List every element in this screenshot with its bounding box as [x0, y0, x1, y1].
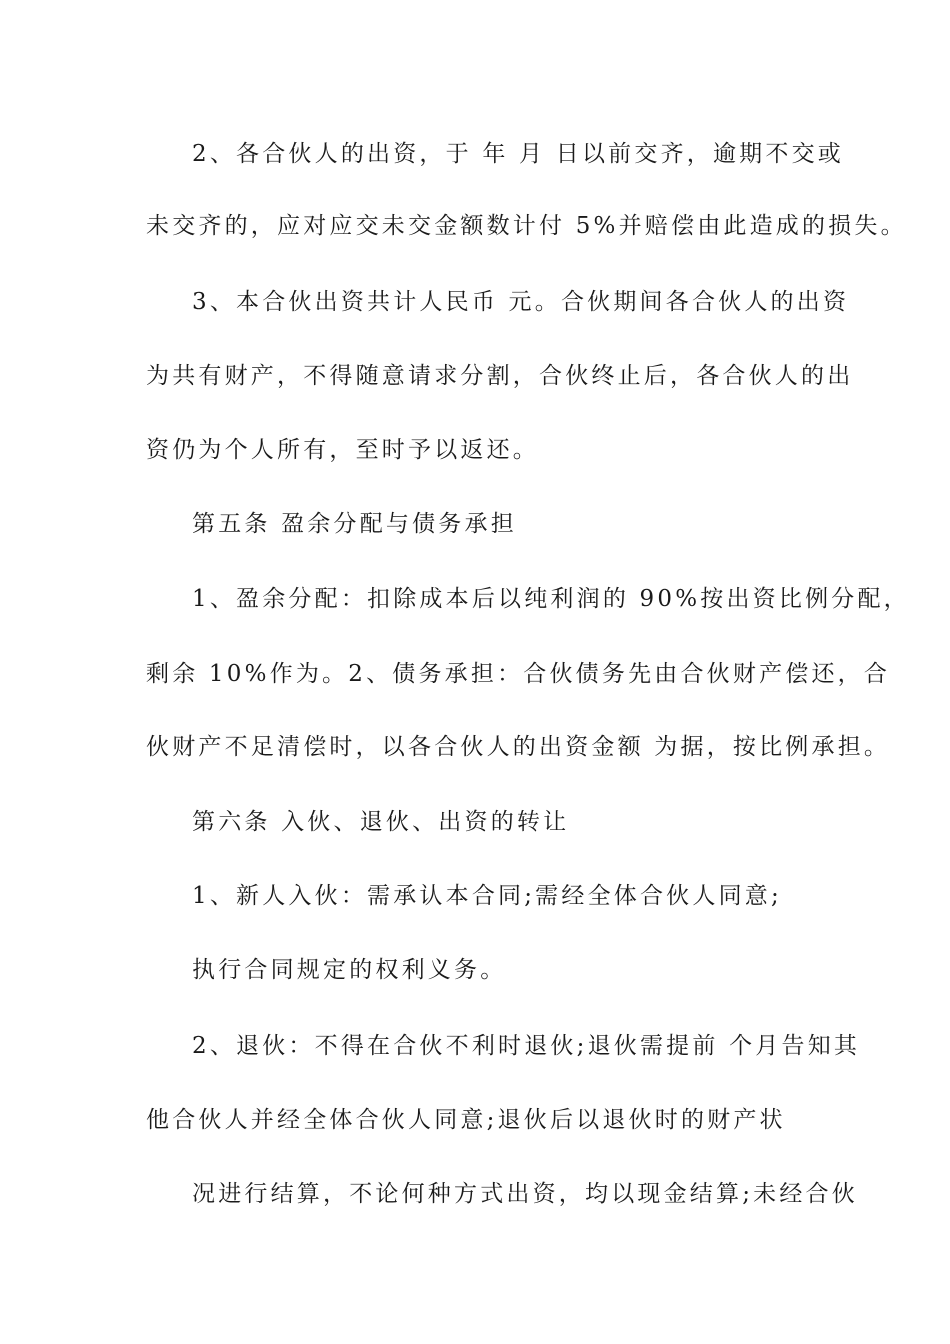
paragraph-line-7: 1、盈余分配：扣除成本后以纯利润的 90%按出资比例分配， [192, 586, 910, 612]
paragraph-line-12: 执行合同规定的权利义务。 [192, 957, 507, 983]
paragraph-line-5: 资仍为个人所有，至时予以返还。 [146, 437, 539, 463]
paragraph-line-4: 为共有财产，不得随意请求分割，合伙终止后，各合伙人的出 [146, 363, 854, 389]
paragraph-line-2: 未交齐的，应对应交未交金额数计付 5%并赔偿由此造成的损失。 [146, 213, 907, 239]
paragraph-line-13: 2、退伙：不得在合伙不利时退伙;退伙需提前 个月告知其 [192, 1033, 861, 1059]
paragraph-line-9: 伙财产不足清偿时，以各合伙人的出资金额 为据，按比例承担。 [146, 734, 891, 760]
section-heading-5: 第五条 盈余分配与债务承担 [192, 511, 517, 537]
paragraph-line-8: 剩余 10%作为。2、债务承担：合伙债务先由合伙财产偿还，合 [146, 661, 891, 687]
paragraph-line-14: 他合伙人并经全体合伙人同意;退伙后以退伙时的财产状 [146, 1107, 786, 1133]
section-heading-6: 第六条 入伙、退伙、出资的转让 [192, 809, 570, 835]
paragraph-line-1: 2、各合伙人的出资，于 年 月 日以前交齐，逾期不交或 [192, 141, 844, 167]
paragraph-line-3: 3、本合伙出资共计人民币 元。合伙期间各合伙人的出资 [192, 289, 850, 315]
paragraph-line-11: 1、新人入伙：需承认本合同;需经全体合伙人同意; [192, 883, 782, 909]
paragraph-line-15: 况进行结算，不论何种方式出资，均以现金结算;未经合伙 [192, 1181, 858, 1207]
